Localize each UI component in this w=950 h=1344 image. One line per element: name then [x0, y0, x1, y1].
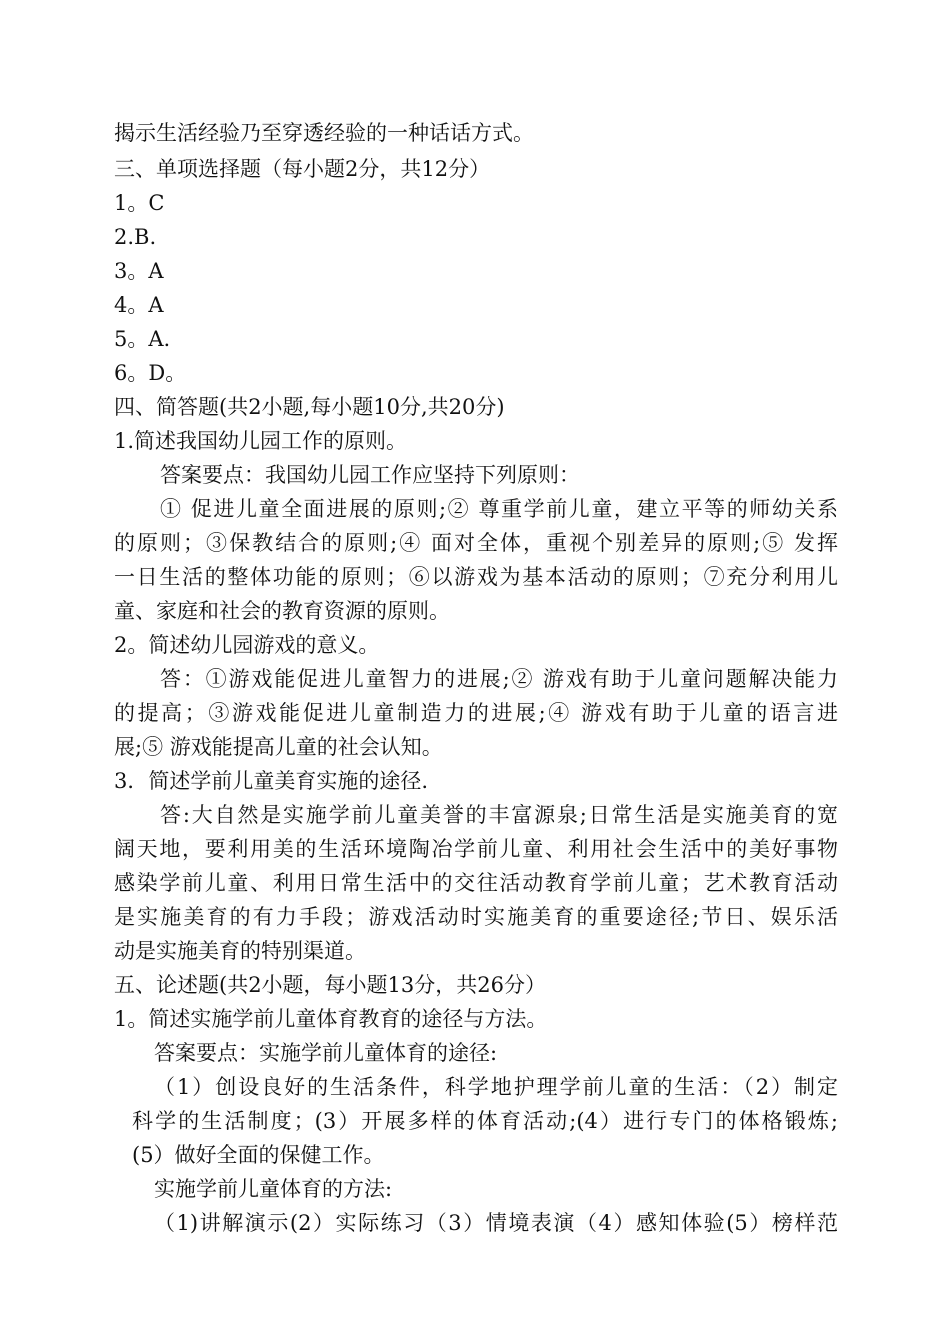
question-3-answer-line: 阔天地，要利用美的生活环境陶冶学前儿童、利用社会生活中的美好事物	[114, 837, 838, 861]
question-2-answer-line: 展;⑤ 游戏能提高儿童的社会认知。	[114, 735, 443, 759]
question-2-answer-line: 的提高；③游戏能促进儿童制造力的进展;④ 游戏有助于儿童的语言进	[114, 701, 838, 725]
section-heading-short-answer: 四、简答题(共2小题,每小题10分,共20分)	[114, 395, 505, 419]
text-line-continuation: 揭示生活经验乃至穿透经验的一种话话方式。	[114, 121, 534, 145]
question-1-title: 1.简述我国幼儿园工作的原则。	[114, 429, 408, 453]
question-1-answer-line: 一日生活的整体功能的原则；⑥以游戏为基本活动的原则；⑦充分利用儿	[114, 565, 838, 589]
essay-answer-line: （1）创设良好的生活条件，科学地护理学前儿童的生活：（2）制定	[154, 1075, 838, 1099]
essay-answer-line: 科学的生活制度；(3）开展多样的体育活动;(4）进行专门的体格锻炼;	[132, 1109, 838, 1133]
question-3-answer-line: 感染学前儿童、利用日常生活中的交往活动教育学前儿童；艺术教育活动	[114, 871, 838, 895]
question-1-answer-line: 童、家庭和社会的教育资源的原则。	[114, 599, 450, 623]
question-1-answer-line: ① 促进儿童全面进展的原则;② 尊重学前儿童，建立平等的师幼关系	[160, 497, 838, 521]
question-3-answer-line: 是实施美育的有力手段；游戏活动时实施美育的重要途径;节日、娱乐活	[114, 905, 838, 929]
section-heading-multiple-choice: 三、单项选择题（每小题2分，共12分）	[114, 157, 491, 181]
essay-answer-intro: 答案要点：实施学前儿童体育的途径:	[154, 1041, 498, 1065]
answer-item-4: 4。A	[114, 293, 164, 317]
essay-methods-intro: 实施学前儿童体育的方法:	[154, 1177, 393, 1201]
essay-methods-line: （1)讲解演示(2）实际练习（3）情境表演（4）感知体验(5）榜样范	[154, 1211, 838, 1235]
question-2-answer-line: 答：①游戏能促进儿童智力的进展;② 游戏有助于儿童问题解决能力	[160, 667, 838, 691]
answer-item-5: 5。A.	[114, 327, 171, 351]
question-1-answer-line: 的原则；③保教结合的原则;④ 面对全体，重视个别差异的原则;⑤ 发挥	[114, 531, 838, 555]
answer-item-6: 6。D。	[114, 361, 187, 385]
question-1-answer-intro: 答案要点：我国幼儿园工作应坚持下列原则：	[160, 463, 580, 487]
essay-answer-line: (5）做好全面的保健工作。	[132, 1143, 385, 1167]
essay-question-1-title: 1。简述实施学前儿童体育教育的途径与方法。	[114, 1007, 548, 1031]
answer-item-3: 3。A	[114, 259, 164, 283]
question-3-answer-line: 答:大自然是实施学前儿童美誉的丰富源泉;日常生活是实施美育的宽	[160, 803, 838, 827]
question-3-title: 3．简述学前儿童美育实施的途径.	[114, 769, 429, 793]
question-2-title: 2。简述幼儿园游戏的意义。	[114, 633, 380, 657]
section-heading-essay: 五、论述题(共2小题，每小题13分，共26分）	[114, 973, 546, 997]
answer-item-1: 1。C	[114, 191, 165, 215]
answer-item-2: 2.B.	[114, 225, 157, 249]
question-3-answer-line: 动是实施美育的特别渠道。	[114, 939, 366, 963]
